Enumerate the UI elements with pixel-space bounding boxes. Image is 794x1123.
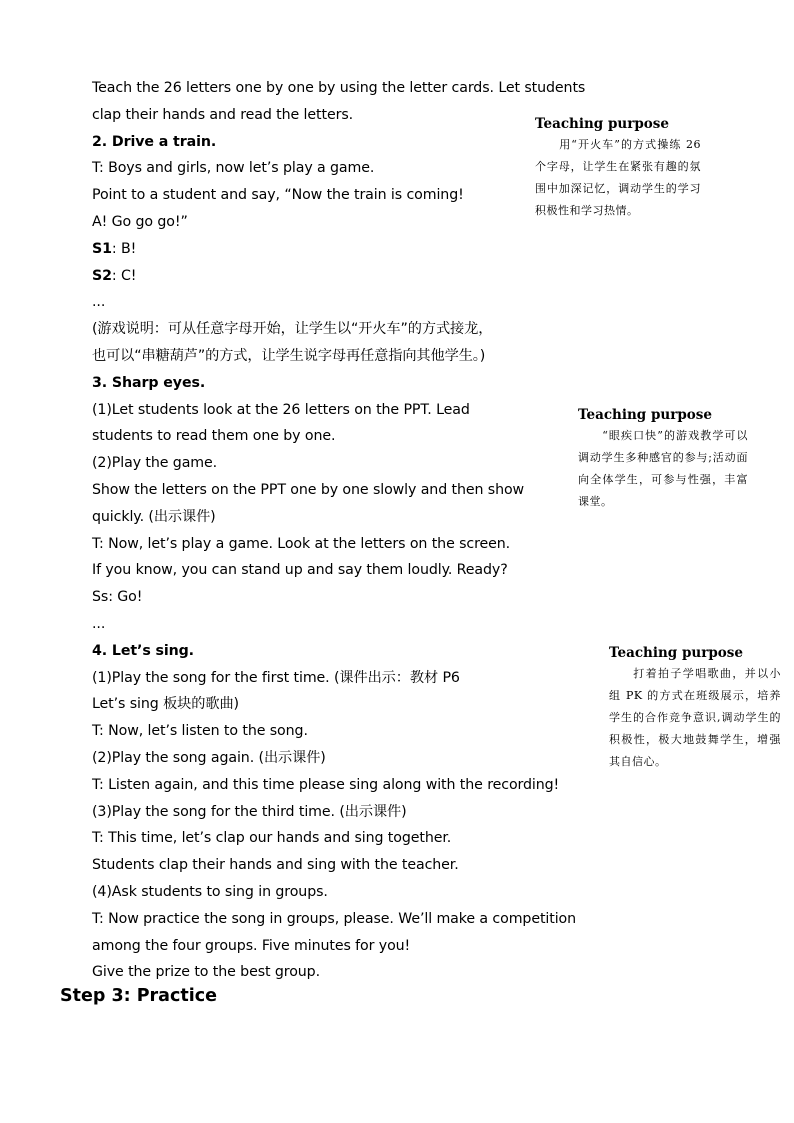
text-line: (游戏说明：可从任意字母开始，让学生以“开火车”的方式接龙， [92,321,493,338]
teaching-purpose-note [535,114,701,222]
text-line: Show the letters on the PPT one by one slowly and then show [92,481,525,498]
note-body: 用“开火车”的方式操练 26 个字母，让学生在紧张有趣的氛围中加深记忆，调动学生的学习积极性和学习热情。 [535,138,701,217]
lesson-body [92,75,612,986]
ellipsis-line: ... [92,294,106,311]
text-line: Ss: Go! [92,589,143,606]
speaker-text: : C! [111,267,137,284]
text-line: quickly. (出示课件) [92,508,216,525]
section-heading-sharp-eyes: 3. Sharp eyes. [92,374,206,391]
text-line: students to read them one by one. [92,428,336,445]
teaching-purpose-note [609,643,781,773]
speaker-label: S2 [92,267,112,284]
note-body: “眼疾口快”的游戏教学可以调动学生多种感官的参与;活动面向全体学生，可参与性强，丰富课堂。 [578,429,748,508]
text-line: (2)Play the game. [92,455,218,472]
text-line: clap their hands and read the letters. [92,106,354,123]
text-line: (1)Play the song for the first time. (课件出示：教材 P6 [92,669,460,686]
note-body: 打着拍子学唱歌曲，并以小组 PK 的方式在班级展示，培养学生的合作竞争意识,调动学生的积极性，极大地鼓舞学生，增强其自信心。 [609,667,781,768]
text-line: (3)Play the song for the third time. (出示课件) [92,803,407,820]
text-line: T: This time, let’s clap our hands and sing together. [92,830,452,847]
text-line: among the four groups. Five minutes for you! [92,937,411,954]
ellipsis-line: ... [92,615,106,632]
text-line: If you know, you can stand up and say them loudly. Ready? [92,562,508,579]
dialogue-line-s1 [92,236,612,263]
speaker-text: : B! [111,240,137,257]
speaker-label: S1 [92,240,112,257]
text-line: T: Now practice the song in groups, please. We’ll make a competition [92,910,577,927]
text-line: Teach the 26 letters one by one by using the letter cards. Let students [92,80,586,96]
note-title: Teaching purpose [578,407,712,423]
section-heading-lets-sing: 4. Let’s sing. [92,642,194,659]
text-line: 也可以“串糖葫芦”的方式，让学生说字母再任意指向其他学生。) [92,347,486,364]
teaching-purpose-note [578,405,748,513]
text-line: (4)Ask students to sing in groups. [92,883,328,900]
dialogue-line-s2 [92,263,612,290]
text-line: Point to a student and say, “Now the train is coming! [92,187,464,204]
note-title: Teaching purpose [535,116,669,132]
text-line: Students clap their hands and sing with the teacher. [92,857,459,874]
text-line: T: Now, let’s play a game. Look at the letters on the screen. [92,535,511,552]
text-line: T: Listen again, and this time please sing along with the recording! [92,776,560,793]
text-line: T: Now, let’s listen to the song. [92,723,308,740]
text-line: A! Go go go!” [92,213,188,230]
text-line: (2)Play the song again. (出示课件) [92,749,326,766]
text-line: T: Boys and girls, now let’s play a game. [92,160,375,177]
note-title: Teaching purpose [609,645,743,661]
text-line: Let’s sing 板块的歌曲) [92,696,239,713]
text-line: (1)Let students look at the 26 letters on the PPT. Lead [92,401,470,418]
text-line: Give the prize to the best group. [92,964,320,981]
step-heading: Step 3: Practice [60,986,217,1006]
section-heading-drive-a-train: 2. Drive a train. [92,133,217,150]
